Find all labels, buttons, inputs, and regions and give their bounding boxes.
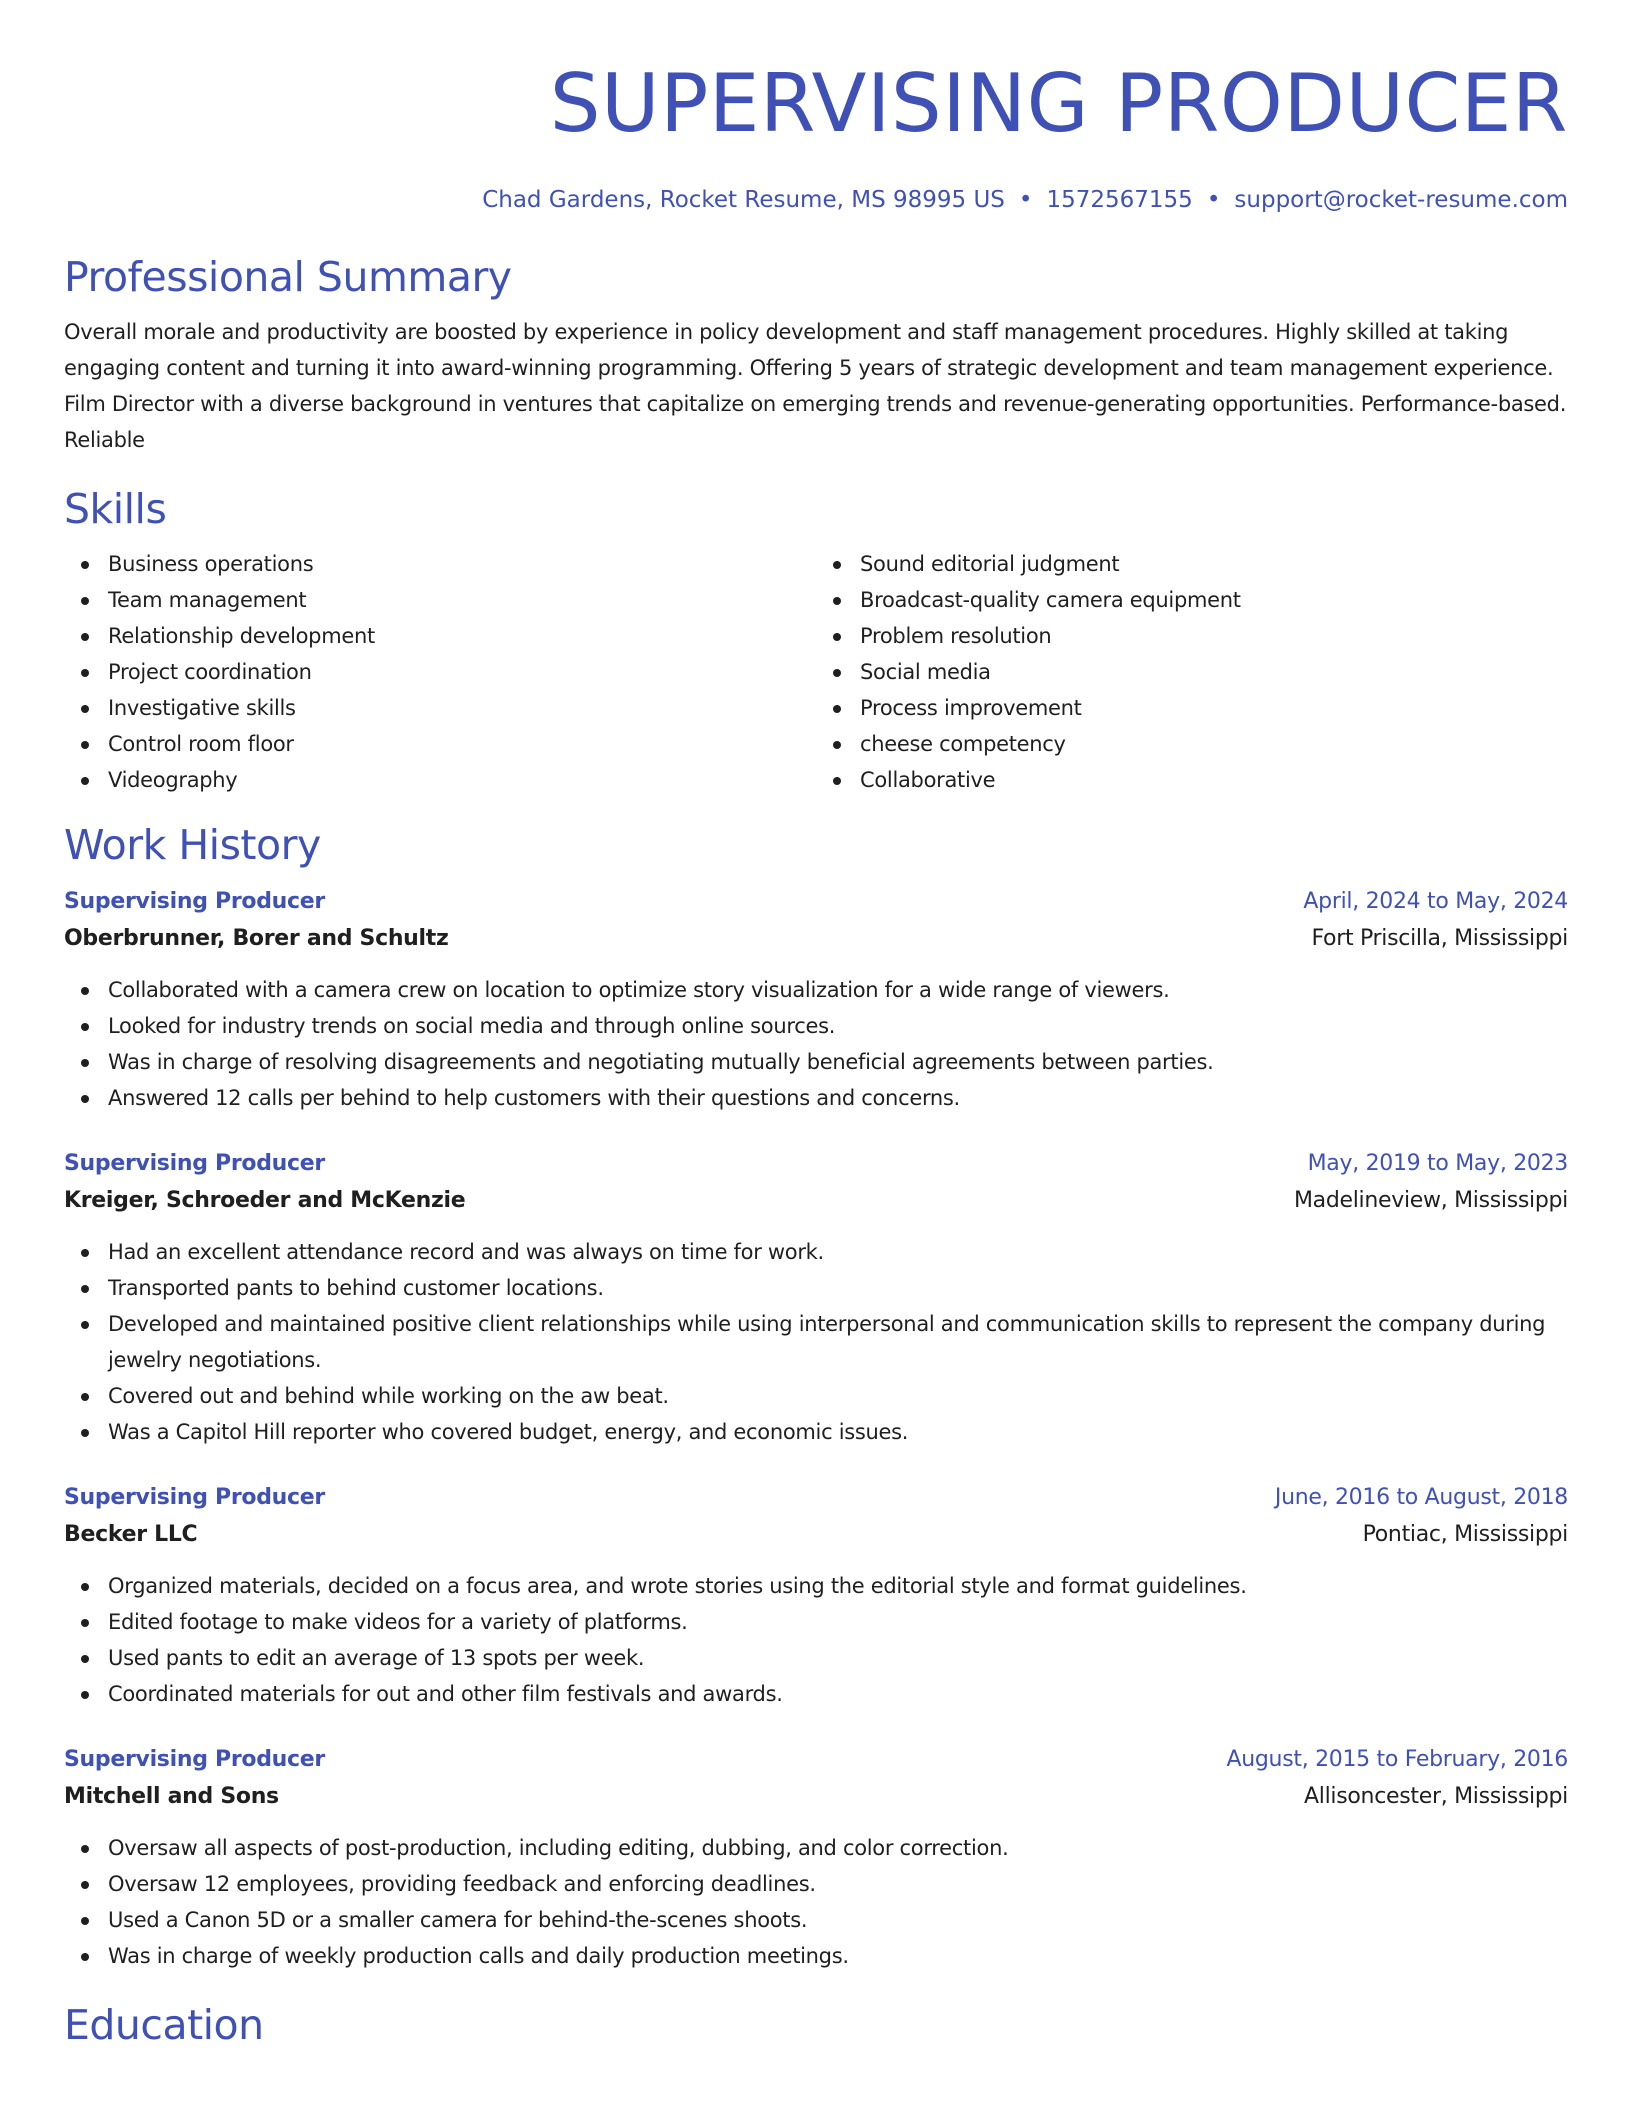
job-company: Kreiger, Schroeder and McKenzie <box>64 1188 466 1213</box>
job-dates: May, 2019 to May, 2023 <box>1307 1151 1568 1176</box>
job-company-row <box>64 1778 1568 1816</box>
job-title: Supervising Producer <box>64 1747 325 1772</box>
job-bullet: Collaborated with a camera crew on location to optimize story visualization for a wide range of viewers. <box>108 972 1568 1008</box>
job-dates: June, 2016 to August, 2018 <box>1274 1485 1568 1510</box>
job-bullets <box>64 1234 1568 1450</box>
job-company: Oberbrunner, Borer and Schultz <box>64 926 449 951</box>
job-bullet: Was in charge of weekly production calls and daily production meetings. <box>108 1938 1568 1974</box>
job-bullet: Had an excellent attendance record and was always on time for work. <box>108 1234 1568 1270</box>
skills-heading: Skills <box>64 485 167 533</box>
skill-item: Project coordination <box>108 654 816 690</box>
education-heading: Education <box>64 2001 264 2049</box>
job-bullet: Developed and maintained positive client relationships while using interpersonal and communication skills to represent the company during jewelry negotiations. <box>108 1306 1568 1378</box>
contact-line <box>64 186 1568 214</box>
contact-separator: • <box>1206 187 1221 213</box>
job-company: Mitchell and Sons <box>64 1784 279 1809</box>
summary-heading: Professional Summary <box>64 253 512 301</box>
skills-column-left <box>64 546 816 798</box>
skill-item: Sound editorial judgment <box>860 546 1568 582</box>
skill-item: cheese competency <box>860 726 1568 762</box>
job-bullet: Answered 12 calls per behind to help customers with their questions and concerns. <box>108 1080 1568 1116</box>
skill-item: Team management <box>108 582 816 618</box>
job-bullet: Coordinated materials for out and other film festivals and awards. <box>108 1676 1568 1712</box>
job-title: Supervising Producer <box>64 1151 325 1176</box>
job-company-row <box>64 1516 1568 1554</box>
job-bullet: Used a Canon 5D or a smaller camera for behind-the-scenes shoots. <box>108 1902 1568 1938</box>
job-header-row <box>64 1480 1568 1516</box>
contact-address: Chad Gardens, Rocket Resume, MS 98995 US <box>482 187 1005 213</box>
job-company-row <box>64 1182 1568 1220</box>
skill-item: Collaborative <box>860 762 1568 798</box>
job-bullets <box>64 1830 1568 1974</box>
skill-item: Control room floor <box>108 726 816 762</box>
job-header-row <box>64 1742 1568 1778</box>
job-bullets <box>64 1568 1568 1712</box>
contact-email[interactable]: support@rocket-resume.com <box>1234 187 1568 213</box>
job-header-row <box>64 1146 1568 1182</box>
job-bullet: Looked for industry trends on social media and through online sources. <box>108 1008 1568 1044</box>
resume-name: SUPERVISING PRODUCER <box>549 57 1568 150</box>
job-header-row <box>64 884 1568 920</box>
job-title: Supervising Producer <box>64 1485 325 1510</box>
job-bullets <box>64 972 1568 1116</box>
job-location: Allisoncester, Mississippi <box>1304 1784 1568 1809</box>
job-bullet: Used pants to edit an average of 13 spots per week. <box>108 1640 1568 1676</box>
job-title: Supervising Producer <box>64 889 325 914</box>
skill-item: Process improvement <box>860 690 1568 726</box>
summary-text: Overall morale and productivity are boosted by experience in policy development and staff management procedures. Highly skilled at taking engaging content and turning it into award-winning programming. Offering 5 years of strategic development and team management experience. Film Director with a diverse background in ventures that capitalize on emerging trends and revenue-generating opportunities. Performance-based. Reliable <box>64 320 1567 452</box>
job-location: Fort Priscilla, Mississippi <box>1311 926 1568 951</box>
skills-grid <box>64 546 1568 798</box>
skill-item: Relationship development <box>108 618 816 654</box>
job-entry <box>64 1146 1568 1450</box>
job-bullet: Organized materials, decided on a focus area, and wrote stories using the editorial style and format guidelines. <box>108 1568 1568 1604</box>
job-bullet: Covered out and behind while working on the aw beat. <box>108 1378 1568 1414</box>
skill-item: Business operations <box>108 546 816 582</box>
contact-phone[interactable]: 1572567155 <box>1046 187 1193 213</box>
skill-item: Investigative skills <box>108 690 816 726</box>
job-bullet: Transported pants to behind customer locations. <box>108 1270 1568 1306</box>
skills-column-right <box>816 546 1568 798</box>
skill-item: Problem resolution <box>860 618 1568 654</box>
job-company: Becker LLC <box>64 1522 198 1547</box>
contact-separator: • <box>1018 187 1033 213</box>
skill-item: Broadcast-quality camera equipment <box>860 582 1568 618</box>
job-entry <box>64 1742 1568 1974</box>
job-bullet: Was a Capitol Hill reporter who covered budget, energy, and economic issues. <box>108 1414 1568 1450</box>
job-company-row <box>64 920 1568 958</box>
skill-item: Videography <box>108 762 816 798</box>
job-bullet: Edited footage to make videos for a variety of platforms. <box>108 1604 1568 1640</box>
skill-item: Social media <box>860 654 1568 690</box>
work-history-heading: Work History <box>64 821 321 869</box>
resume-page <box>64 0 1568 2050</box>
job-entry <box>64 884 1568 1116</box>
job-bullet: Oversaw all aspects of post-production, including editing, dubbing, and color correction. <box>108 1830 1568 1866</box>
job-bullet: Oversaw 12 employees, providing feedback and enforcing deadlines. <box>108 1866 1568 1902</box>
job-dates: April, 2024 to May, 2024 <box>1303 889 1568 914</box>
job-location: Pontiac, Mississippi <box>1362 1522 1568 1547</box>
job-entry <box>64 1480 1568 1712</box>
job-dates: August, 2015 to February, 2016 <box>1226 1747 1568 1772</box>
job-location: Madelineview, Mississippi <box>1293 1188 1568 1213</box>
job-bullet: Was in charge of resolving disagreements and negotiating mutually beneficial agreements between parties. <box>108 1044 1568 1080</box>
